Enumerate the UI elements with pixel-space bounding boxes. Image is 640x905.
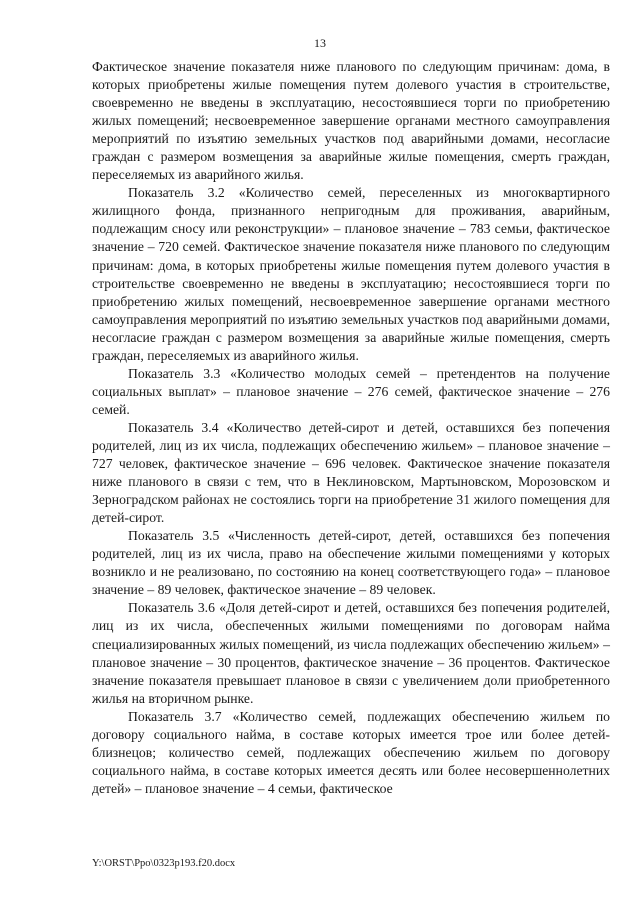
- paragraph-indicator-3-6: Показатель 3.6 «Доля детей-сирот и детей, оставшихся без попечения родителей, лиц из их числа, обеспеченных жилыми помещениями по договорам найма специализированных жилых помещений, из числа подлежащих обеспечению жильем» – плановое значение – 30 процентов, фактическое значение – 36 процентов. Фактическое значение показателя превышает плановое в связи с увеличением доли приобретенного жилья на вторичном рынке.: [92, 600, 610, 706]
- paragraph-indicator-3-3: Показатель 3.3 «Количество молодых семей – претендентов на получение социальных выплат» – плановое значение – 276 семей, фактическое значение – 276 семей.: [92, 365, 610, 417]
- paragraph-continuation: Фактическое значение показателя ниже планового по следующим причинам: дома, в которых приобретены жилые помещения путем долевого участия в строительстве, своевременно не введены в эксплуатацию, несостоявшиеся торги по приобретению жилых помещений; несвоевременное завершение органами местного самоуправления мероприятий по изъятию земельных участков под аварийными домами, несогласие граждан с размером возмещения за аварийные жилые помещения, смерть граждан, переселяемых из аварийного жилья.: [92, 59, 610, 183]
- paragraph-indicator-3-4: Показатель 3.4 «Количество детей-сирот и детей, оставшихся без попечения родителей, лиц из их числа, подлежащих обеспечению жильем» – плановое значение – 727 человек, фактическое значение – 696 человек. Фактическое значение показателя ниже планового в связи с тем, что в Неклиновском, Мартыновском, Морозовском и Зерноградском районах не состоялись торги на приобретение 31 жилого помещения для детей-сирот.: [92, 419, 610, 526]
- paragraph-indicator-3-7: Показатель 3.7 «Количество семей, подлежащих обеспечению жильем по договору социального найма, в составе которых имеется трое или более детей-близнецов; количество семей, подлежащих обеспечению жильем по договору социального найма, в составе которых имеется десять или более несовершеннолетних детей» – плановое значение – 4 семьи, фактическое: [92, 708, 610, 796]
- paragraph-indicator-3-5: Показатель 3.5 «Численность детей-сирот, детей, оставшихся без попечения родителей, лиц из их числа, право на обеспечение жилыми помещениями у которых возникло и не реализовано, по состоянию на конец соответствующего года» – плановое значение – 89 человек, фактическое значение – 89 человек.: [92, 528, 610, 598]
- document-body: [92, 58, 610, 798]
- footer-file-path: Y:\ORST\Ppo\0323p193.f20.docx: [92, 858, 236, 869]
- page-number: 13: [314, 36, 326, 50]
- paragraph-indicator-3-2: Показатель 3.2 «Количество семей, переселенных из многоквартирного жилищного фонда, признанного непригодным для проживания, аварийным, подлежащим сносу или реконструкции» – плановое значение – 783 семьи, фактическое значение – 720 семей. Фактическое значение показателя ниже планового по следующим причинам: дома, в которых приобретены жилые помещения путем долевого участия в строительстве своевременно не введены в эксплуатацию; несостоявшиеся торги по приобретению жилых помещений, несвоевременное завершение органами местного самоуправления мероприятий по изъятию земельных участков под аварийными домами, несогласие граждан с размером возмещения за аварийные жилые помещения, смерть граждан, переселяемых из аварийного жилья.: [92, 185, 610, 363]
